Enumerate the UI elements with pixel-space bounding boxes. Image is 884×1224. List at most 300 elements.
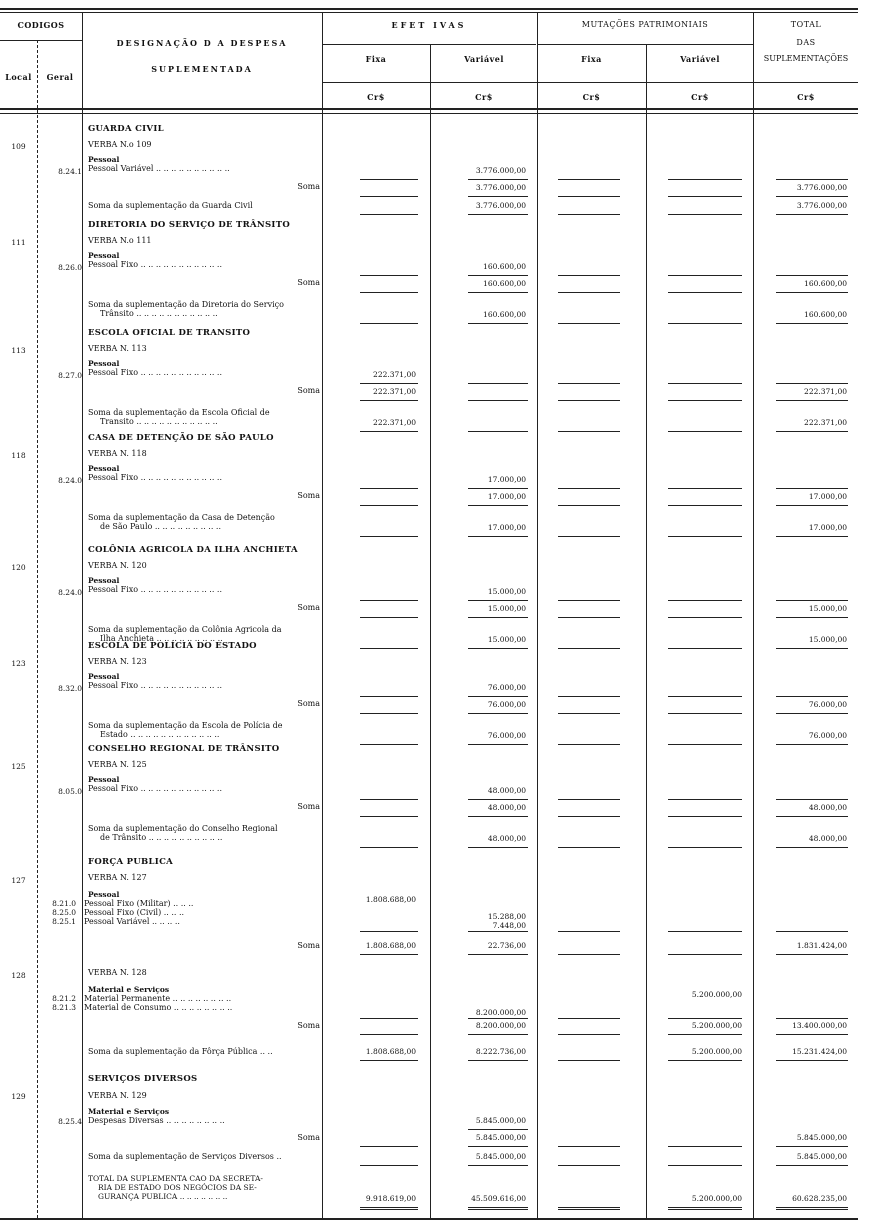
verba-label: VERBA N.o 111 <box>88 236 152 245</box>
sup-amount-ev: 15.000,00 <box>487 635 526 644</box>
item-amount-ev: 48.000,00 <box>487 786 526 795</box>
currency-mvar: Cr$ <box>691 92 709 102</box>
sup-rule-mf <box>558 214 620 215</box>
forca2-soma-amount-tot: 13.400.000,00 <box>792 1021 847 1030</box>
sup-rule-mv <box>668 431 742 432</box>
soma-rule-ev <box>468 713 528 714</box>
forca-soma-rule-mv <box>668 954 742 955</box>
sup-amount-tot: 15.000,00 <box>808 635 847 644</box>
item-geral-code: 8.25.4 <box>58 1117 82 1126</box>
sup-rule-mv <box>668 323 742 324</box>
item-rule-ev <box>468 179 528 180</box>
item-label: Pessoal Variável .. .. .. .. <box>84 917 180 926</box>
verba-label: VERBA N. 120 <box>88 561 147 570</box>
forca-sup-rule-mv <box>668 1060 742 1061</box>
mutacoes-underline <box>537 44 753 45</box>
soma-rule-tot <box>776 400 848 401</box>
item-label: Pessoal Fixo (Civil) .. .. .. <box>84 908 185 917</box>
verba-local-code: 109 <box>11 142 26 151</box>
soma-amount-ev: 48.000,00 <box>487 803 526 812</box>
verba-local-code: 118 <box>11 451 26 460</box>
mutacoes-heading: MUTAÇÕES PATRIMONIAIS <box>581 20 709 29</box>
soma-amount-ev: 15.000,00 <box>487 604 526 613</box>
item-rule-mv <box>668 275 742 276</box>
item-amount-ev: 8.200.000,00 <box>475 1008 526 1017</box>
soma-amount-ev: 3.776.000,00 <box>475 183 526 192</box>
section-title: DIRETORIA DO SERVIÇO DE TRÂNSITO <box>88 220 291 230</box>
sup-label-cont: Estado .. .. .. .. .. .. .. .. .. .. .. .. <box>100 730 220 739</box>
grand-total-rule-tot <box>776 1207 848 1210</box>
grand-total-line3: GURANÇA PUBLICA .. .. .. .. .. .. .. <box>98 1192 228 1201</box>
soma-rule-tot <box>776 713 848 714</box>
item-label: Pessoal Fixo .. .. .. .. .. .. .. .. .. .. .. <box>88 585 223 594</box>
item-geral-code: 8.21.0 <box>52 899 76 908</box>
verba-local-code: 123 <box>11 659 26 668</box>
designacao-heading: DESIGNAÇÃO D A DESPESA <box>116 38 288 48</box>
grand-total-amount-ev: 45.509.616,00 <box>471 1194 526 1203</box>
section-title: FORÇA PUBLICA <box>88 857 174 867</box>
section-title: CONSELHO REGIONAL DE TRÂNSITO <box>88 744 280 754</box>
sup-rule-ev <box>468 323 528 324</box>
item-group-label: Pessoal <box>88 576 120 585</box>
forca-sup-amount-tot: 15.231.424,00 <box>792 1047 847 1056</box>
diversos-soma-rule-mf <box>558 1146 620 1147</box>
sup-label: Soma da suplementação da Escola de Polícia de <box>88 721 283 730</box>
item-label: Pessoal Fixo .. .. .. .. .. .. .. .. .. .. .. <box>88 260 223 269</box>
forca-sup-rule-tot <box>776 1060 848 1061</box>
item-amount-ev: 76.000,00 <box>487 683 526 692</box>
item-amount-ev: 17.000,00 <box>487 475 526 484</box>
forca-sup-amount-ef: 1.808.688,00 <box>365 1047 416 1056</box>
currency-evar: Cr$ <box>475 92 493 102</box>
sup-rule-ev <box>468 847 528 848</box>
sup-rule-tot <box>776 744 848 745</box>
soma-label: Soma <box>297 386 320 395</box>
item-label: Material de Consumo .. .. .. .. .. .. .. .. <box>84 1003 233 1012</box>
item-group-label: Pessoal <box>88 890 120 899</box>
sup-rule-mf <box>558 744 620 745</box>
verba-local-code: 120 <box>11 563 26 572</box>
soma-label: Soma <box>297 278 320 287</box>
soma-rule-mf <box>558 713 620 714</box>
item-group-label: Material e Serviços <box>88 1107 170 1116</box>
forca-soma-amount-ev: 22.736,00 <box>487 941 526 950</box>
soma-amount-ev: 76.000,00 <box>487 700 526 709</box>
forca2-soma-amount-mv: 5.200.000,00 <box>691 1021 742 1030</box>
section-title: COLÔNIA AGRICOLA DA ILHA ANCHIETA <box>88 545 298 555</box>
item-rule-ef <box>360 799 418 800</box>
efetivas-heading: EFET IVAS <box>391 20 467 30</box>
item-amount-ef: 1.808.688,00 <box>365 895 416 904</box>
item-group-label: Pessoal <box>88 775 120 784</box>
total-heading-2: DAS <box>796 38 816 47</box>
item-geral-code: 8.27.0 <box>58 371 82 380</box>
sup-rule-ev <box>468 214 528 215</box>
item-rule-ev <box>468 799 528 800</box>
forca-sup-rule-mf <box>558 1060 620 1061</box>
item-amount-ev: 15.000,00 <box>487 587 526 596</box>
grand-total-amount-ef: 9.918.619,00 <box>365 1194 416 1203</box>
soma-rule-mv <box>668 400 742 401</box>
item-rule-mf <box>558 179 620 180</box>
diversos-soma-rule-ef <box>360 1146 418 1147</box>
total-heading-3: SUPLEMENTAÇÕES <box>763 54 849 63</box>
soma-label: Soma <box>297 941 320 950</box>
item-rule-mf <box>558 383 620 384</box>
soma-rule-ev <box>468 617 528 618</box>
verba-label: VERBA N. 113 <box>88 344 147 353</box>
item-group-label: Pessoal <box>88 359 120 368</box>
grand-total-rule-ev <box>468 1207 528 1210</box>
sup-rule-tot <box>776 536 848 537</box>
item-geral-code: 8.32.0 <box>58 684 82 693</box>
item-label: Despesas Diversas .. .. .. .. .. .. .. .. <box>88 1116 225 1125</box>
sup-label: Soma da suplementação da Fôrça Pública .. .. <box>88 1047 273 1056</box>
soma-rule-mv <box>668 292 742 293</box>
diversos-sup-amount-ev: 5.845.000,00 <box>475 1152 526 1161</box>
diversos-sup-rule-ef <box>360 1165 418 1166</box>
sup-label-cont: de Trânsito .. .. .. .. .. .. .. .. .. .. <box>100 833 223 842</box>
item-rule-tot <box>776 383 848 384</box>
sup-amount-tot: 160.600,00 <box>804 310 847 319</box>
sup-rule-mv <box>668 744 742 745</box>
sup-rule-mf <box>558 847 620 848</box>
forca-item-rule-ev <box>468 931 528 932</box>
col-line-evar <box>537 12 538 1218</box>
diversos-sup-rule-tot <box>776 1165 848 1166</box>
forca-sup-amount-ev: 8.222.736,00 <box>475 1047 526 1056</box>
col-line-mvar <box>753 12 754 1218</box>
verba-local-code: 127 <box>11 876 26 885</box>
item-label: Pessoal Fixo .. .. .. .. .. .. .. .. .. .. .. <box>88 473 223 482</box>
soma-rule-mv <box>668 196 742 197</box>
soma-amount-tot: 17.000,00 <box>808 492 847 501</box>
grand-total-line1: TOTAL DA SUPLEMENTA CAO DA SECRETA- <box>88 1174 263 1183</box>
sup-rule-ef <box>360 323 418 324</box>
mutacoes-fixa-heading: Fixa <box>581 54 602 64</box>
item-rule-mv <box>668 179 742 180</box>
sup-rule-ef <box>360 648 418 649</box>
efetivas-variavel-heading: Variável <box>464 54 504 64</box>
header-bottom-rule <box>0 108 858 110</box>
forca-soma-amount-ef: 1.808.688,00 <box>365 941 416 950</box>
col-line-geral <box>82 12 83 1218</box>
soma-rule-ev <box>468 292 528 293</box>
verba-label: VERBA N. 128 <box>88 968 147 977</box>
diversos-soma-amount-tot: 5.845.000,00 <box>796 1133 847 1142</box>
sup-amount-tot: 3.776.000,00 <box>796 201 847 210</box>
forca-soma-rule-tot <box>776 954 848 955</box>
item-rule-mv <box>668 696 742 697</box>
diversos-sup-rule-mf <box>558 1165 620 1166</box>
sup-rule-mv <box>668 536 742 537</box>
soma-amount-tot: 76.000,00 <box>808 700 847 709</box>
sup-rule-tot <box>776 431 848 432</box>
forca-soma-rule-ev <box>468 954 528 955</box>
item-group-label: Pessoal <box>88 251 120 260</box>
soma-rule-mf <box>558 617 620 618</box>
item-amount-ev: 5.845.000,00 <box>475 1116 526 1125</box>
sup-label: Soma da suplementação do Conselho Regional <box>88 824 278 833</box>
item-rule-ev <box>468 383 528 384</box>
soma-amount-tot: 15.000,00 <box>808 604 847 613</box>
soma-rule-mf <box>558 292 620 293</box>
item-rule-ev <box>468 600 528 601</box>
diversos-soma-amount-ev: 5.845.000,00 <box>475 1133 526 1142</box>
sup-rule-tot <box>776 323 848 324</box>
sup-amount-ev: 160.600,00 <box>483 310 526 319</box>
soma-amount-ef: 222.371,00 <box>373 387 416 396</box>
diversos-soma-rule-ev <box>468 1146 528 1147</box>
verba-local-code: 111 <box>11 238 26 247</box>
total-heading-1: TOTAL <box>790 20 822 29</box>
soma-label: Soma <box>297 802 320 811</box>
item-rule-mf <box>558 275 620 276</box>
sup-rule-ef <box>360 847 418 848</box>
forca-item-rule-mf <box>558 931 620 932</box>
forca-sup-amount-mv: 5.200.000,00 <box>691 1047 742 1056</box>
subheader-rule <box>322 82 858 83</box>
sup-label: Soma da suplementação da Guarda Civil <box>88 201 253 210</box>
item-geral-code: 8.24.1 <box>58 167 82 176</box>
section-title: ESCOLA DE POLÍCIA DO ESTADO <box>88 641 257 651</box>
soma-rule-ev <box>468 400 528 401</box>
section-title: ESCOLA OFICIAL DE TRANSITO <box>88 328 251 338</box>
item-label: Pessoal Fixo .. .. .. .. .. .. .. .. .. .. .. <box>88 681 223 690</box>
currency-total: Cr$ <box>797 92 815 102</box>
sup-rule-mv <box>668 648 742 649</box>
soma-rule-mf <box>558 196 620 197</box>
sup-rule-ev <box>468 648 528 649</box>
forca2-soma-amount-ev: 8.200.000,00 <box>475 1021 526 1030</box>
item-label: Pessoal Fixo .. .. .. .. .. .. .. .. .. .. .. <box>88 784 223 793</box>
verba-label: VERBA N.o 109 <box>88 140 152 149</box>
item-geral-code: 8.21.3 <box>52 1003 76 1012</box>
soma-rule-ef <box>360 196 418 197</box>
soma-rule-ev <box>468 505 528 506</box>
item-rule-mf <box>558 696 620 697</box>
sup-label: Soma da suplementação da Escola Oficial de <box>88 408 270 417</box>
sup-amount-ef: 222.371,00 <box>373 418 416 427</box>
item-amount-ev: 160.600,00 <box>483 262 526 271</box>
sup-rule-mv <box>668 214 742 215</box>
item-rule-mf <box>558 488 620 489</box>
item-rule-tot <box>776 179 848 180</box>
col-line-local <box>37 40 38 1218</box>
soma-amount-tot: 160.600,00 <box>804 279 847 288</box>
item-label: Material Permanente .. .. .. .. .. .. .. .. <box>84 994 232 1003</box>
item-geral-code: 8.25.0 <box>52 908 76 917</box>
forca2-soma-rule-ef <box>360 1034 418 1035</box>
verba-local-code: 128 <box>11 971 26 980</box>
item-rule-ef <box>360 179 418 180</box>
sup-label-cont: Transito .. .. .. .. .. .. .. .. .. .. .. <box>100 417 218 426</box>
sup-rule-ev <box>468 744 528 745</box>
soma-rule-ef <box>360 292 418 293</box>
soma-rule-ef <box>360 505 418 506</box>
efetivas-underline <box>322 44 536 45</box>
grand-total-amount-tot: 60.628.235,00 <box>792 1194 847 1203</box>
soma-label: Soma <box>297 603 320 612</box>
item-rule-mf <box>558 799 620 800</box>
soma-rule-mv <box>668 816 742 817</box>
verba-local-code: 113 <box>11 346 26 355</box>
soma-amount-tot: 222.371,00 <box>804 387 847 396</box>
item-rule-ev <box>468 696 528 697</box>
item-geral-code: 8.24.0 <box>58 476 82 485</box>
item-group-label: Pessoal <box>88 464 120 473</box>
sup-amount-tot: 48.000,00 <box>808 834 847 843</box>
currency-mfixa: Cr$ <box>582 92 601 102</box>
forca-soma-rule-ef <box>360 954 418 955</box>
sup-amount-tot: 17.000,00 <box>808 523 847 532</box>
sup-label: Soma da suplementação da Colônia Agricola da <box>88 625 282 634</box>
item-group-label: Material e Serviços <box>88 985 170 994</box>
forca-sup-rule-ev <box>468 1060 528 1061</box>
sup-label: Soma da suplementação de Serviços Diversos .. <box>88 1152 282 1161</box>
sup-rule-mv <box>668 847 742 848</box>
sup-rule-mf <box>558 648 620 649</box>
forca2-soma-rule-mf <box>558 1034 620 1035</box>
item-geral-code: 8.05.0 <box>58 787 82 796</box>
soma-label: Soma <box>297 491 320 500</box>
mutacoes-variavel-heading: Variável <box>680 54 720 64</box>
verba-label: VERBA N. 123 <box>88 657 147 666</box>
grand-total-rule-mf <box>558 1207 620 1210</box>
sup-label-cont: de São Paulo .. .. .. .. .. .. .. .. .. <box>100 522 221 531</box>
diversos-soma-rule-tot <box>776 1146 848 1147</box>
forca2-item-rule-mv <box>668 1018 742 1019</box>
item-rule-mv <box>668 488 742 489</box>
forca2-soma-rule-mv <box>668 1034 742 1035</box>
item-group-label: Pessoal <box>88 672 120 681</box>
local-heading: Local <box>5 72 32 82</box>
sup-rule-tot <box>776 648 848 649</box>
soma-amount-ev: 17.000,00 <box>487 492 526 501</box>
sup-rule-ef <box>360 431 418 432</box>
verba-local-code: 125 <box>11 762 26 771</box>
verba-local-code: 129 <box>11 1092 26 1101</box>
item-geral-code: 8.21.2 <box>52 994 76 1003</box>
forca-sup-rule-ef <box>360 1060 418 1061</box>
forca-item-rule-mv <box>668 931 742 932</box>
soma-rule-mv <box>668 617 742 618</box>
item-rule-ef <box>360 275 418 276</box>
suplementada-heading: SUPLEMENTADA <box>151 64 253 74</box>
soma-label: Soma <box>297 1021 320 1030</box>
forca-item-rule-ef <box>360 931 418 932</box>
sup-amount-tot: 222.371,00 <box>804 418 847 427</box>
verba-label: VERBA N. 127 <box>88 873 147 882</box>
item-amount-ev: 15.288,00 <box>487 912 526 921</box>
item-rule-mv <box>668 600 742 601</box>
item-rule-tot <box>776 696 848 697</box>
codigos-heading: CODIGOS <box>17 20 65 30</box>
sup-amount-ev: 17.000,00 <box>487 523 526 532</box>
soma-amount-tot: 3.776.000,00 <box>796 183 847 192</box>
item-rule-tot <box>776 600 848 601</box>
diversos-sup-amount-tot: 5.845.000,00 <box>796 1152 847 1161</box>
forca-soma-amount-tot: 1.831.424,00 <box>796 941 847 950</box>
item-label: Pessoal Fixo .. .. .. .. .. .. .. .. .. .. .. <box>88 368 223 377</box>
forca2-item-rule-ev <box>468 1018 528 1019</box>
col-line-efixa <box>430 44 431 1218</box>
sup-rule-tot <box>776 847 848 848</box>
item-group-label: Pessoal <box>88 155 120 164</box>
header-bottom-rule-thin <box>0 113 858 114</box>
sup-label-cont: Trânsito .. .. .. .. .. .. .. .. .. .. .. <box>100 309 218 318</box>
verba-label: VERBA N. 129 <box>88 1091 147 1100</box>
item-geral-code: 8.26.0 <box>58 263 82 272</box>
item-rule-ev <box>468 275 528 276</box>
grand-total-rule-ef <box>360 1207 418 1210</box>
section-title: SERVIÇOS DIVERSOS <box>88 1074 198 1084</box>
sup-amount-ev: 3.776.000,00 <box>475 201 526 210</box>
soma-amount-ev: 160.600,00 <box>483 279 526 288</box>
forca-soma-rule-mf <box>558 954 620 955</box>
item-rule-ef <box>360 383 418 384</box>
forca2-item-rule-mf <box>558 1018 620 1019</box>
top-rule <box>0 8 858 10</box>
soma-rule-mv <box>668 505 742 506</box>
top-rule-thin <box>0 12 858 13</box>
soma-label: Soma <box>297 182 320 191</box>
verba-label: VERBA N. 125 <box>88 760 147 769</box>
forca2-soma-rule-tot <box>776 1034 848 1035</box>
efetivas-fixa-heading: Fixa <box>365 54 387 64</box>
sup-rule-ev <box>468 536 528 537</box>
sup-label: Soma da suplementação da Casa de Detenção <box>88 513 275 522</box>
item-rule-mv <box>668 383 742 384</box>
grand-total-rule-mv <box>668 1207 742 1210</box>
forca-item-rule-tot <box>776 931 848 932</box>
item-rule-tot <box>776 799 848 800</box>
item-rule-mf <box>558 600 620 601</box>
soma-rule-tot <box>776 505 848 506</box>
item-rule-ef <box>360 696 418 697</box>
item-geral-code: 8.25.1 <box>52 917 76 926</box>
item-geral-code: 8.24.0 <box>58 588 82 597</box>
soma-rule-mf <box>558 816 620 817</box>
currency-efixa: Cr$ <box>367 92 385 102</box>
soma-rule-tot <box>776 292 848 293</box>
item-rule-tot <box>776 275 848 276</box>
sup-amount-ev: 48.000,00 <box>487 834 526 843</box>
sup-rule-mf <box>558 431 620 432</box>
soma-rule-mf <box>558 505 620 506</box>
soma-rule-ef <box>360 713 418 714</box>
sup-rule-mf <box>558 536 620 537</box>
bottom-rule <box>0 1218 858 1220</box>
diversos-soma-rule-mv <box>668 1146 742 1147</box>
verba-label: VERBA N. 118 <box>88 449 147 458</box>
sup-label: Soma da suplementação da Diretoria do Serviço <box>88 300 284 309</box>
diversos-sup-rule-ev <box>468 1165 528 1166</box>
item-label: Pessoal Variável .. .. .. .. .. .. .. .. .. .. <box>88 164 230 173</box>
forca2-item-rule-ef <box>360 1018 418 1019</box>
diversos-sup-rule-mv <box>668 1165 742 1166</box>
soma-rule-ef <box>360 617 418 618</box>
sup-rule-tot <box>776 214 848 215</box>
section-title: GUARDA CIVIL <box>88 124 164 134</box>
sup-label-cont: Ilha Anchieta .. .. .. .. .. .. .. .. .. <box>100 634 223 643</box>
forca2-soma-rule-ev <box>468 1034 528 1035</box>
item-rule-tot <box>776 488 848 489</box>
geral-heading: Geral <box>46 72 74 82</box>
item-amount-ef: 222.371,00 <box>373 370 416 379</box>
soma-rule-ef <box>360 816 418 817</box>
codigos-underline <box>0 40 82 41</box>
